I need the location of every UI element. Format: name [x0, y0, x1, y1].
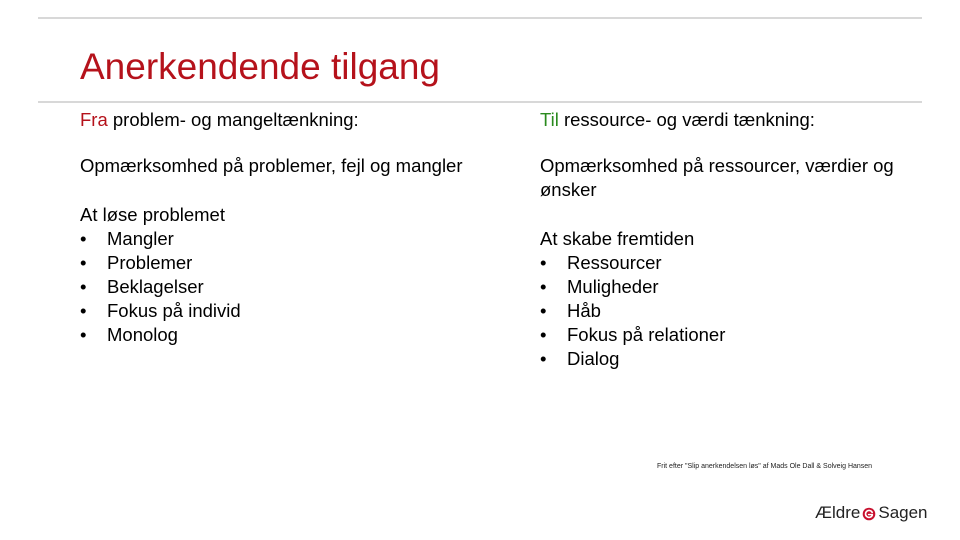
- right-paragraph: Opmærksomhed på ressourcer, værdier og ønsker: [540, 155, 894, 200]
- list-item: • Monolog: [80, 323, 500, 347]
- left-header-text: problem- og mangeltænkning:: [107, 109, 359, 130]
- left-list-intro: At løse problemet: [80, 204, 225, 225]
- aeldre-sagen-logo-icon: [862, 506, 876, 520]
- list-item: • Fokus på individ: [80, 299, 500, 323]
- right-header-text: ressource- og værdi tænkning:: [558, 109, 815, 130]
- left-header-keyword: Fra: [80, 109, 108, 130]
- source-note: Frit efter "Slip anerkendelsen løs" af Mads Ole Dall & Solveig Hansen: [657, 463, 873, 470]
- list-item: • Dialog: [540, 347, 940, 371]
- list-item: • Muligheder: [540, 275, 940, 299]
- brand-logo: [815, 503, 928, 523]
- list-item: • Mangler: [80, 227, 500, 251]
- top-divider: [38, 17, 922, 19]
- left-column: [80, 108, 500, 347]
- right-header: [540, 108, 940, 132]
- list-item: • Beklagelser: [80, 275, 500, 299]
- list-item: • Håb: [540, 299, 940, 323]
- right-list-intro: At skabe fremtiden: [540, 228, 695, 249]
- list-item: • Ressourcer: [540, 251, 940, 275]
- slide-title: Anerkendende tilgang: [80, 46, 441, 87]
- left-paragraph: Opmærksomhed på problemer, fejl og mangler: [80, 155, 463, 176]
- title-divider: [38, 101, 922, 103]
- left-bullet-list: [80, 227, 500, 347]
- right-header-keyword: Til: [540, 109, 559, 130]
- logo-text-right: Sagen: [878, 503, 928, 522]
- right-column: [540, 108, 940, 371]
- list-item: • Problemer: [80, 251, 500, 275]
- list-item: • Fokus på relationer: [540, 323, 940, 347]
- left-header: [80, 108, 500, 132]
- right-bullet-list: [540, 251, 940, 371]
- logo-text-left: Ældre: [815, 503, 861, 522]
